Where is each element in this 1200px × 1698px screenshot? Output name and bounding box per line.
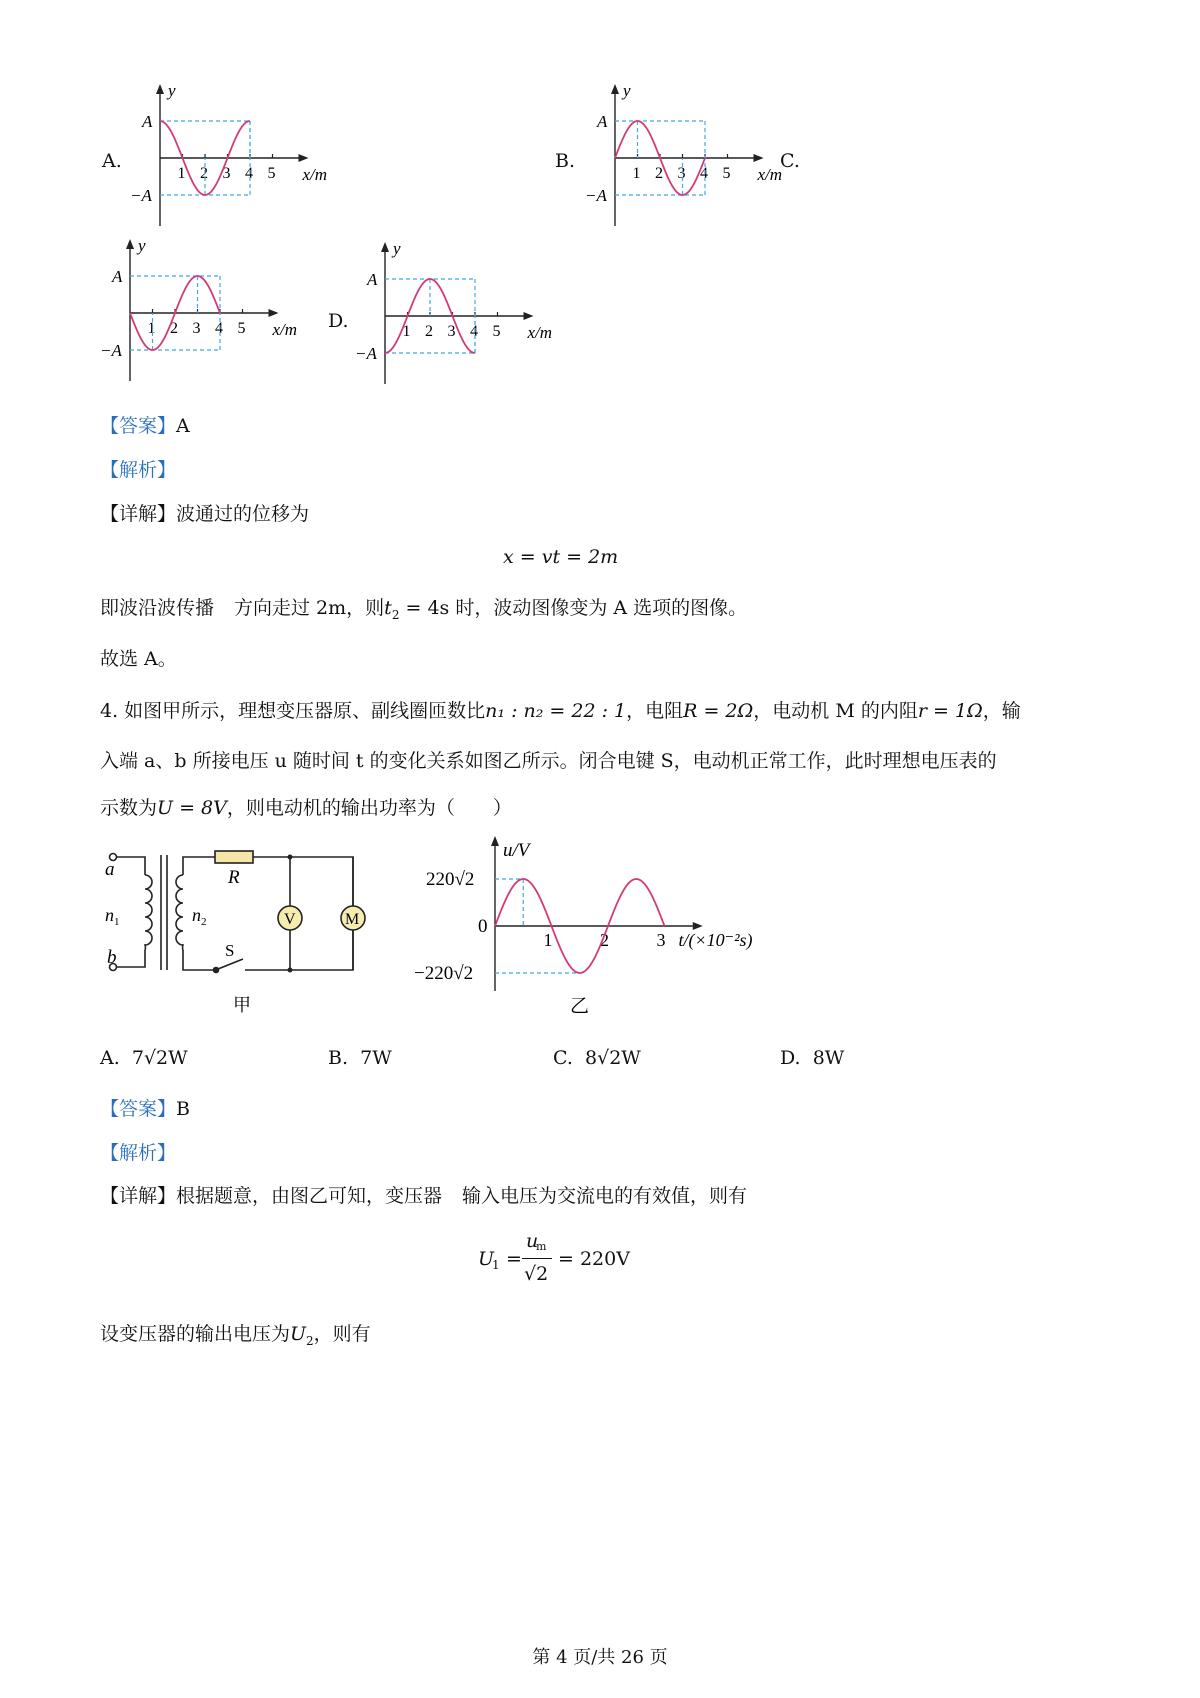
q4-stem-line3: [100, 797, 512, 820]
line2-t-sub: 2: [391, 607, 400, 622]
answer-tag: 【答案】: [100, 415, 177, 437]
x-tick-label: 1: [402, 323, 411, 340]
formula-rhs: = 220V: [558, 1248, 630, 1270]
choice-letter: A.: [100, 1047, 120, 1069]
x-axis-label: t/(×10⁻²s): [678, 930, 753, 950]
formula-numerator: u: [526, 1230, 539, 1252]
x-tick-label: 3: [447, 323, 456, 340]
wave-graph-c: [100, 235, 320, 400]
choice-b[interactable]: [328, 1047, 392, 1070]
q4-stem-line2: 入端 a、b 所接电压 u 随时间 t 的变化关系如图乙所示。闭合电键 S，电动机正常工作，此时理想电压表的: [100, 750, 997, 772]
q4-analysis-tag: 【解析】: [100, 1142, 177, 1164]
x-tick-label: 2: [170, 320, 178, 337]
answer-value: A: [176, 415, 190, 437]
x-tick-label: 2: [655, 165, 663, 182]
x-tick-label: 2: [200, 165, 208, 182]
next-line-text: ，则有: [313, 1323, 371, 1345]
min-label: −220√2: [414, 963, 474, 984]
motor-label: M: [345, 911, 360, 928]
x-axis-arrow: [754, 154, 764, 162]
x-tick-label: 2: [600, 930, 609, 950]
x-tick-label: 3: [192, 320, 201, 337]
circuit-caption: 甲: [233, 995, 251, 1015]
detail-text: 输入电压为交流电的有效值，则有: [462, 1185, 748, 1207]
choice-letter: C.: [553, 1047, 573, 1069]
option-c-label: C.: [780, 150, 800, 172]
q3-detail: [100, 503, 309, 526]
x-tick-label: 2: [425, 323, 433, 340]
wave-graph-d: [355, 238, 565, 403]
n1-label: $n_1$: [105, 905, 120, 928]
x-axis-arrow: [693, 922, 703, 930]
x-tick-label: 1: [632, 165, 641, 182]
neg-amp-label: −A: [585, 186, 607, 205]
voltage-time-graph: [410, 830, 770, 1020]
q3-formula: x = vt = 2m: [503, 546, 619, 568]
y-axis-arrow: [491, 836, 499, 846]
resistor-label: R: [228, 867, 240, 888]
amp-label: A: [367, 270, 378, 289]
x-axis-label: x/m: [757, 165, 783, 184]
option-a-label: A.: [102, 150, 122, 172]
neg-amp-label: −A: [100, 341, 122, 360]
wave-graph-a: [130, 80, 350, 235]
neg-amp-label: −A: [355, 344, 377, 363]
y-axis-arrow: [156, 84, 164, 94]
y-axis-arrow: [126, 239, 134, 249]
y-axis-arrow: [381, 242, 389, 252]
line2-part-c: = 4s 时，波动图像变为 A 选项的图像。: [399, 597, 748, 619]
x-tick-label: 1: [177, 165, 186, 182]
x-tick-label: 5: [722, 165, 731, 182]
max-label: 220√2: [426, 869, 475, 890]
terminal-b-label: b: [107, 947, 117, 968]
detail-text: 根据题意，由图乙可知，变压器: [176, 1185, 443, 1207]
q3-line2: [100, 597, 747, 622]
choice-letter: D.: [780, 1047, 801, 1069]
next-U-sub: 2: [306, 1333, 314, 1348]
detail-tag: 【详解】: [100, 503, 177, 525]
page-footer: 第 4 页/共 26 页: [532, 1647, 668, 1668]
x-tick-label: 4: [470, 323, 478, 340]
detail-tag: 【详解】: [100, 1185, 177, 1207]
x-axis-label: x/m: [527, 323, 553, 342]
next-U: U: [290, 1323, 307, 1345]
option-d-label: D.: [328, 310, 349, 332]
q4-stem-line1: [100, 700, 1021, 723]
stem-ratio: n₁ : n₂ = 22 : 1: [485, 700, 627, 722]
y-axis-label: y: [393, 239, 401, 258]
x-axis-arrow: [299, 154, 309, 162]
stem-voltage: U = 8V: [157, 797, 227, 819]
y-axis-label: y: [138, 236, 146, 255]
stem-part: ，则电动机的输出功率为（ ）: [226, 797, 512, 819]
choice-value: 7W: [360, 1047, 392, 1069]
x-tick-label: 4: [700, 165, 708, 182]
neg-amp-label: −A: [130, 186, 152, 205]
x-tick-label: 1: [147, 320, 156, 337]
graph-caption: 乙: [570, 996, 590, 1017]
stem-part: 示数为: [100, 797, 158, 819]
x-tick-label: 1: [543, 930, 553, 950]
answer-tag: 【答案】: [100, 1098, 177, 1120]
y-axis-arrow: [611, 84, 619, 94]
switch-label: S: [225, 941, 235, 960]
y-axis-label: u/V: [503, 840, 530, 861]
zero-label: 0: [478, 916, 488, 937]
y-axis-label: y: [623, 81, 631, 100]
line2-t: t: [384, 597, 392, 619]
x-tick-label: 3: [656, 930, 666, 950]
formula-lhs-sub: 1: [492, 1258, 500, 1272]
q3-answer: [100, 415, 190, 438]
q4-next-line: [100, 1323, 371, 1348]
x-tick-label: 3: [677, 165, 686, 182]
x-tick-label: 4: [245, 165, 253, 182]
choice-a[interactable]: [100, 1047, 188, 1070]
amp-label: A: [142, 112, 153, 131]
formula-numerator-sub: m: [536, 1240, 547, 1253]
choice-c[interactable]: [553, 1047, 641, 1070]
choice-value: 8W: [812, 1047, 845, 1069]
x-tick-label: 5: [267, 165, 276, 182]
answer-value: B: [176, 1098, 190, 1120]
detail-text: 波通过的位移为: [176, 503, 310, 525]
choice-value: 8√2W: [585, 1047, 641, 1069]
next-line-text: 设变压器的输出电压为: [100, 1323, 291, 1345]
choice-letter: B.: [328, 1047, 349, 1069]
line2-part-b: 方向走过 2m，则: [234, 597, 385, 619]
stem-internal-resistance: r = 1Ω: [917, 700, 983, 722]
x-tick-label: 3: [222, 165, 231, 182]
y-axis-label: y: [168, 81, 176, 100]
q3-analysis-tag: 【解析】: [100, 459, 177, 481]
stem-part: ，电阻: [626, 700, 684, 722]
x-tick-label: 4: [215, 320, 223, 337]
x-tick-label: 5: [237, 320, 246, 337]
q4-answer: [100, 1098, 190, 1121]
choice-d[interactable]: [780, 1047, 844, 1070]
option-b-label: B.: [555, 150, 576, 172]
formula-denominator: √2: [524, 1263, 549, 1285]
x-axis-arrow: [269, 309, 279, 317]
amp-label: A: [112, 267, 123, 286]
stem-part: ，电动机 M 的内阻: [753, 700, 918, 722]
formula-lhs: U: [478, 1248, 495, 1270]
q3-conclusion: 故选 A。: [100, 648, 177, 670]
x-axis-label: x/m: [302, 165, 328, 184]
x-axis-label: x/m: [272, 320, 298, 339]
q4-formula: U 1 = u m √2 = 220V: [478, 1230, 630, 1285]
amp-label: A: [597, 112, 608, 131]
x-axis-arrow: [524, 312, 534, 320]
circuit-diagram: [95, 845, 375, 1020]
stem-part: ，输: [982, 700, 1021, 722]
choice-value: 7√2W: [131, 1047, 188, 1069]
stem-part: 4. 如图甲所示，理想变压器原、副线圈匝数比: [100, 700, 486, 722]
n2-label: $n_2$: [192, 905, 207, 928]
wave-graph-b: [585, 80, 785, 235]
q4-detail: [100, 1185, 747, 1208]
stem-resistance: R = 2Ω: [683, 700, 754, 722]
terminal-a-label: a: [105, 859, 115, 880]
x-tick-label: 5: [492, 323, 501, 340]
line2-part-a: 即波沿波传播: [100, 597, 215, 619]
voltmeter-label: V: [284, 911, 296, 928]
